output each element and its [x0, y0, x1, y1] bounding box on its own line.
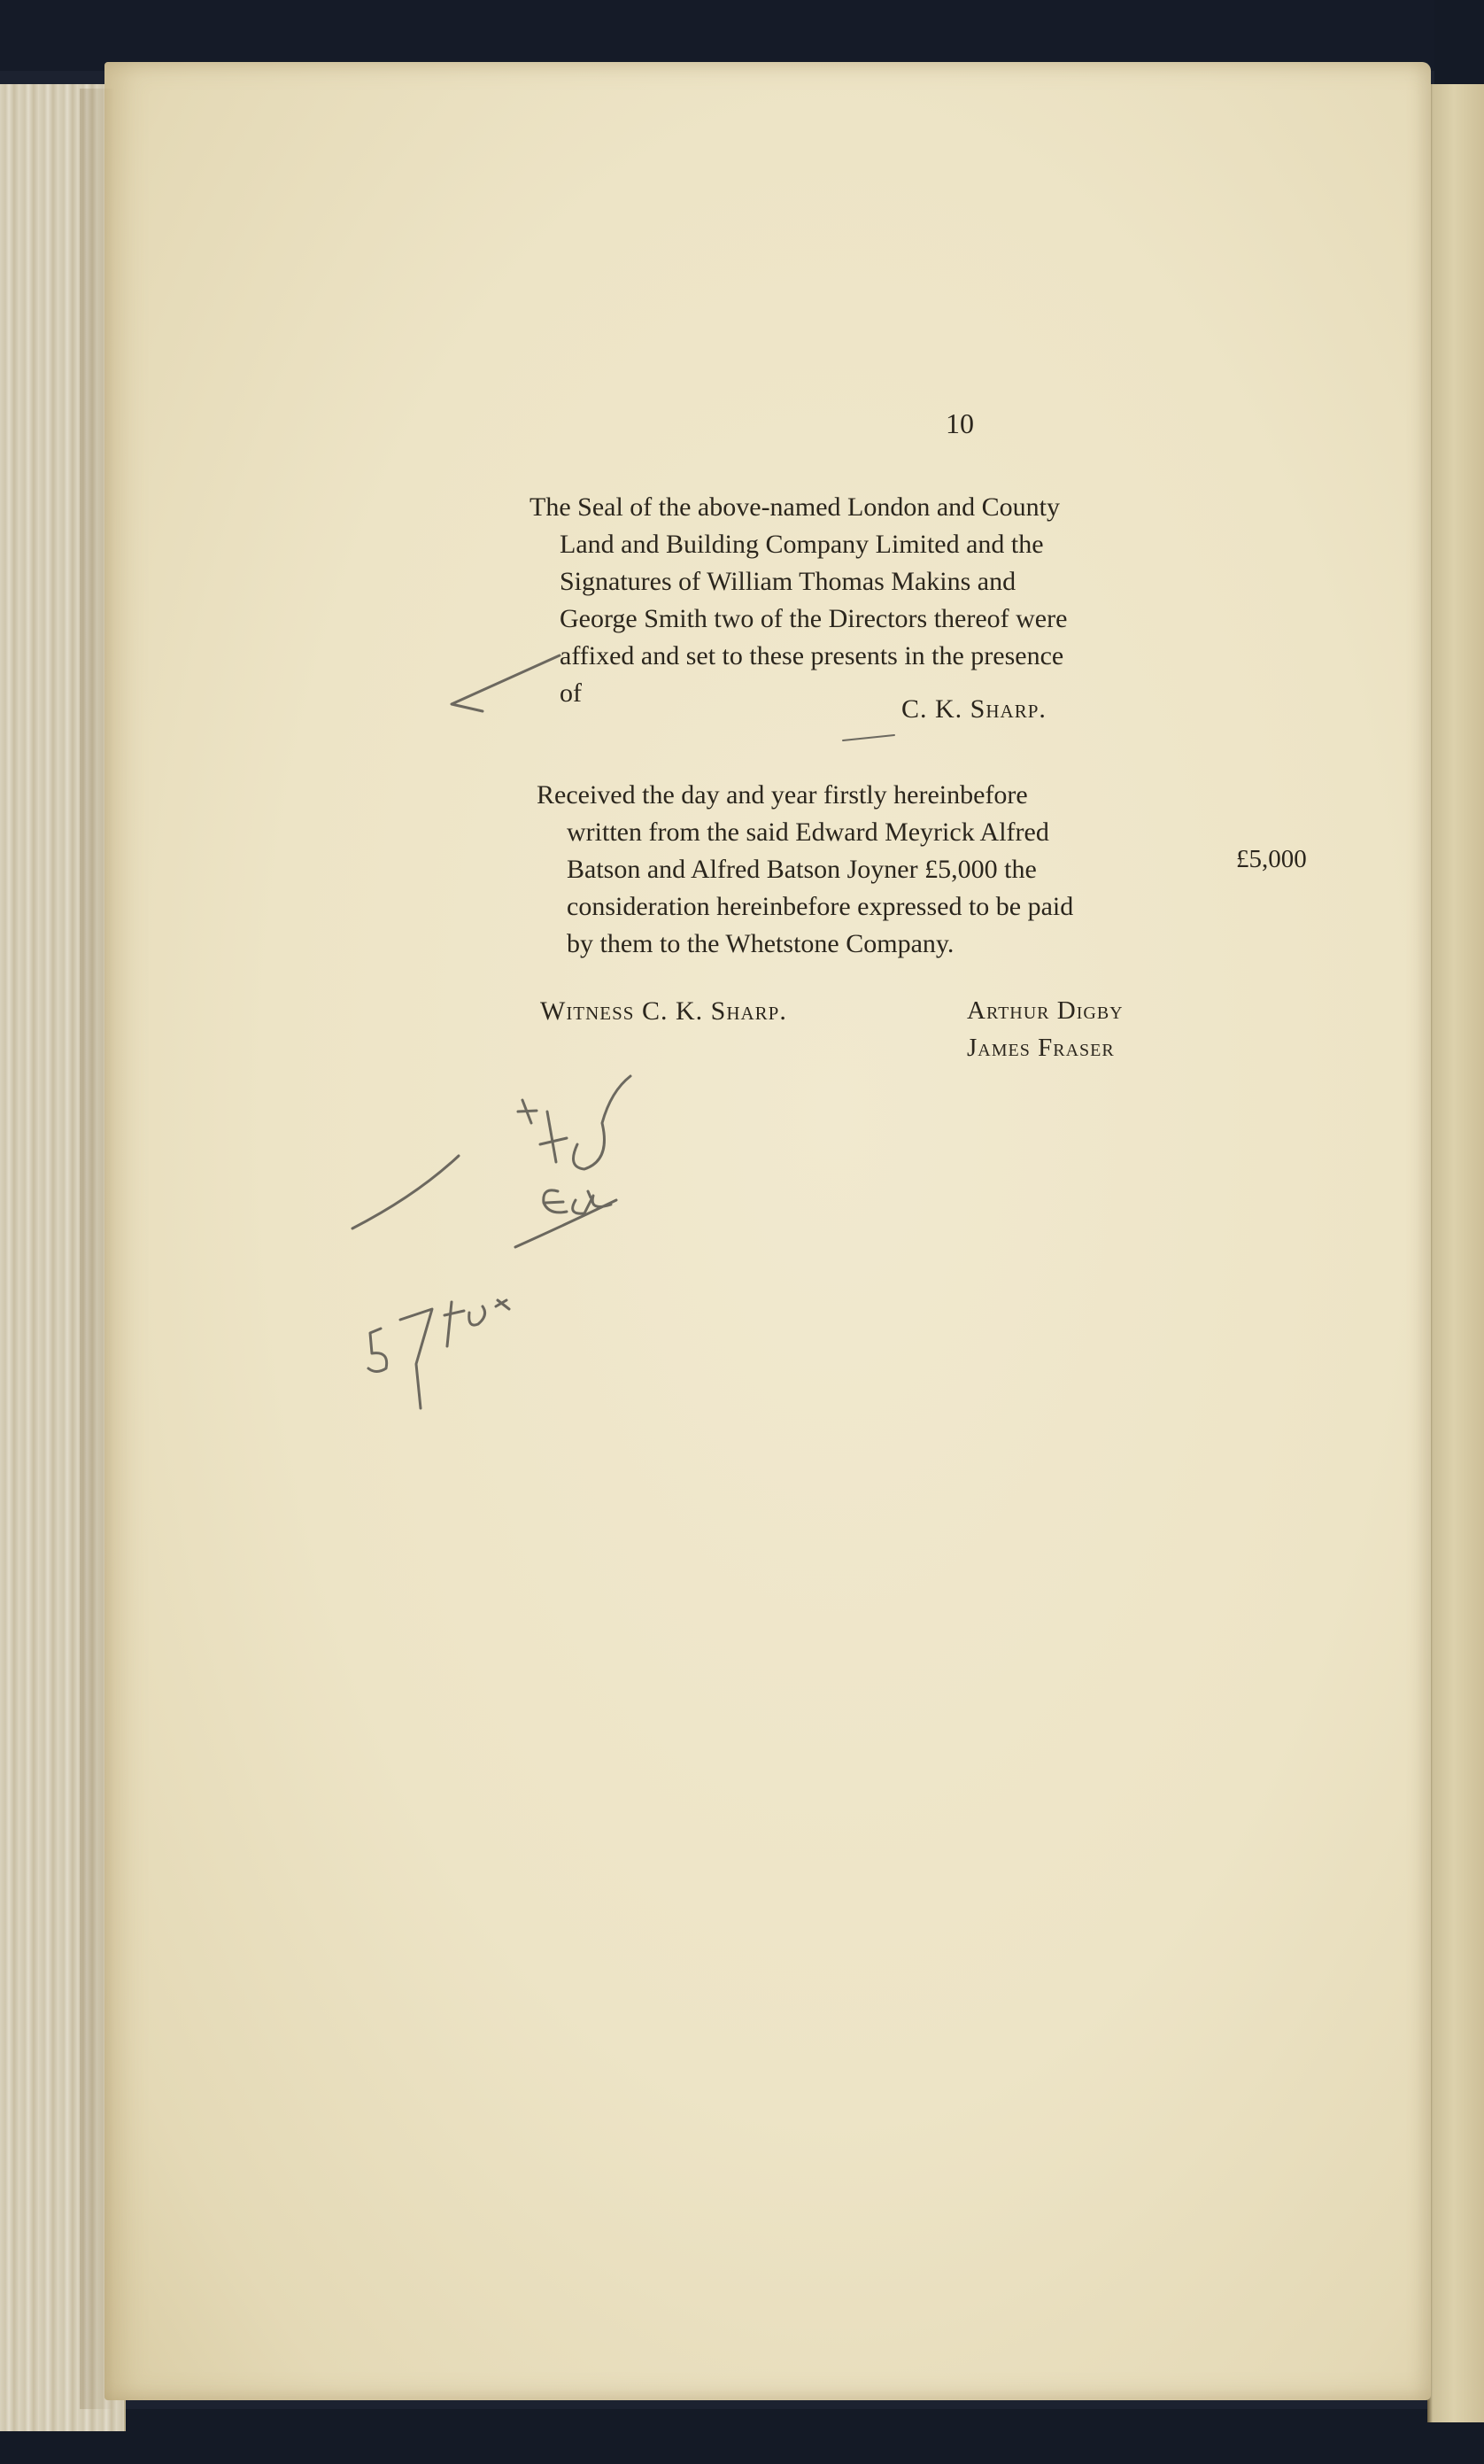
handwritten-note: [368, 1309, 432, 1408]
receipt-clause-line: Received the day and year firstly hereinbefore: [537, 780, 1028, 810]
handwritten-note: [544, 1190, 611, 1213]
seal-clause-line: The Seal of the above-named London and County: [529, 492, 1061, 522]
witness-line: Witness C. K. Sharp.: [540, 996, 787, 1026]
seal-signature: C. K. Sharp.: [901, 694, 1047, 724]
signatory-name: James Fraser: [967, 1034, 1115, 1062]
pencil-tick-mark: [452, 655, 560, 711]
page-number: 10: [946, 407, 974, 439]
seal-clause-line: of: [560, 678, 582, 708]
receipt-clause-line: Batson and Alfred Batson Joyner £5,000 the: [567, 855, 1037, 884]
seal-clause-line: Signatures of William Thomas Makins and: [560, 567, 1016, 596]
handwritten-note: [444, 1300, 509, 1346]
pencil-tick-mark: [352, 1156, 459, 1228]
pencil-dash-mark: [843, 735, 894, 740]
receipt-clause-line: consideration hereinbefore expressed to be paid: [567, 892, 1074, 921]
receipt-clause-line: by them to the Whetstone Company.: [567, 929, 955, 958]
signatory-name: Arthur Digby: [967, 996, 1124, 1025]
seal-clause-line: affixed and set to these presents in the presence: [560, 641, 1064, 670]
handwritten-initials: [518, 1076, 630, 1197]
seal-clause-line: Land and Building Company Limited and the: [560, 530, 1044, 559]
margin-amount: £5,000: [1236, 845, 1307, 873]
pencil-underline: [515, 1200, 616, 1247]
seal-clause-line: George Smith two of the Directors thereof were: [560, 604, 1068, 633]
receipt-clause-line: written from the said Edward Meyrick Alfred: [567, 817, 1049, 847]
